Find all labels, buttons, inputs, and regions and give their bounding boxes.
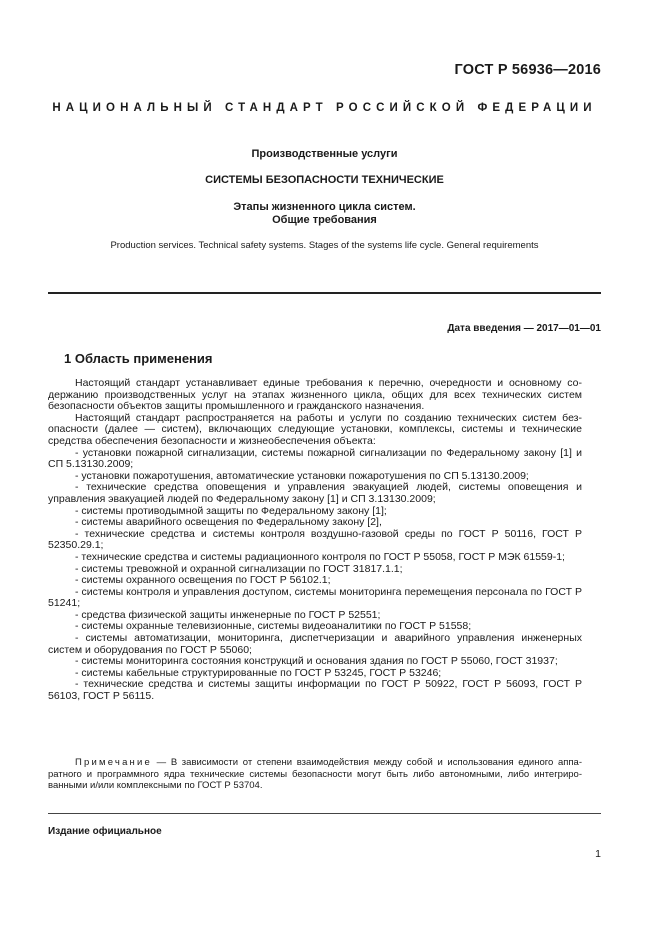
list-item: - технические средства оповещения и управления эвакуацией людей, системы оповещения и управления эвакуацией людей по Федеральному закону [1] и СП 3.13130.2009; bbox=[48, 481, 582, 505]
title-category: Производственные услуги bbox=[251, 148, 398, 160]
title-english: Production services. Technical safety systems. Stages of the systems life cycle. General requirements bbox=[110, 240, 539, 251]
note bbox=[48, 757, 582, 792]
introduction-date: Дата введения — 2017—01—01 bbox=[447, 323, 601, 334]
list-item: - средства физической защиты инженерные по ГОСТ Р 52551; bbox=[75, 608, 381, 621]
list-item: - технические средства и системы радиационного контроля по ГОСТ Р 55058, ГОСТ Р МЭК 61559-1; bbox=[75, 550, 565, 563]
national-standard-heading: НАЦИОНАЛЬНЫЙ СТАНДАРТ РОССИЙСКОЙ ФЕДЕРАЦИИ bbox=[52, 102, 597, 114]
document-number: ГОСТ Р 56936—2016 bbox=[454, 62, 601, 78]
title-main: СИСТЕМЫ БЕЗОПАСНОСТИ ТЕХНИЧЕСКИЕ bbox=[205, 174, 444, 186]
list-item: - установки пожарной сигнализации, системы пожарной сигнализации по Федеральному закону [1] и СП 5.13130.2009; bbox=[48, 446, 582, 471]
page-number: 1 bbox=[595, 848, 601, 860]
note-label: Примечание bbox=[75, 757, 152, 768]
list-item: - системы контроля и управления доступом, системы мониторинга перемещения персонала по ГОСТ Р 51241; bbox=[48, 585, 582, 610]
list-item: - установки пожаротушения, автоматические установки пожаротушения по СП 5.13130.2009; bbox=[75, 469, 529, 482]
title-subtitle-line2: Общие требования bbox=[272, 214, 377, 226]
list-item: - системы мониторинга состояния конструкций и основания здания по ГОСТ Р 55060, ГОСТ 31937; bbox=[75, 655, 558, 668]
list-item: - технические средства и системы защиты информации по ГОСТ Р 50922, ГОСТ Р 56093, ГОСТ Р 56103, ГОСТ Р 56115. bbox=[48, 678, 582, 703]
list-item: - системы противодымной защиты по Федеральному закону [1]; bbox=[75, 504, 387, 517]
note-paragraph bbox=[48, 757, 582, 792]
note-text: — В зависимости от степени взаимодействия между собой и использования единого аппаратного и программного ядра технические системы безопасности могут быть либо автономными, либо интегрированными и/или комплексными по ГОСТ Р 53704. bbox=[48, 757, 582, 791]
list-item: - технические средства и системы контроля воздушно-газовой среды по ГОСТ Р 50116, ГОСТ Р 52350.29.1; bbox=[48, 527, 582, 552]
section-title: 1 Область применения bbox=[64, 351, 213, 366]
edition-label: Издание официальное bbox=[48, 826, 162, 837]
title-subtitle-line1: Этапы жизненного цикла систем. bbox=[233, 201, 416, 213]
list-item: - системы кабельные структурированные по ГОСТ Р 53245, ГОСТ Р 53246; bbox=[75, 666, 442, 679]
list-item: - системы охранные телевизионные, системы видеоаналитики по ГОСТ Р 51558; bbox=[75, 620, 472, 633]
footer-divider bbox=[48, 813, 601, 814]
list-item: - системы автоматизации, мониторинга, диспетчеризации и аварийного управления инженерных систем и оборудования по ГОСТ Р 55060; bbox=[48, 632, 582, 656]
header-divider bbox=[48, 292, 601, 294]
paragraph: Настоящий стандарт распространяется на работы и услуги по созданию технических систем безопасности (далее — систем), включающих следующие установки, комплексы, системы и технические средства обеспечения безопасности и жизнеобеспечения объекта: bbox=[48, 411, 582, 447]
list-item: - системы охранного освещения по ГОСТ Р 56102.1; bbox=[75, 574, 331, 587]
list-item: - системы тревожной и охранной сигнализации по ГОСТ 31817.1.1; bbox=[75, 562, 403, 575]
title-subtitle bbox=[48, 201, 601, 227]
section-body bbox=[48, 378, 582, 703]
list-item: - системы аварийного освещения по Федеральному закону [2], bbox=[75, 516, 382, 529]
paragraph: Настоящий стандарт устанавливает единые требования к перечню, очередности и основному содержанию производственных услуг на этапах жизненного цикла, общих для всех технических систем безопасности объектов защиты промышленного и гражданского назначения. bbox=[48, 377, 582, 413]
